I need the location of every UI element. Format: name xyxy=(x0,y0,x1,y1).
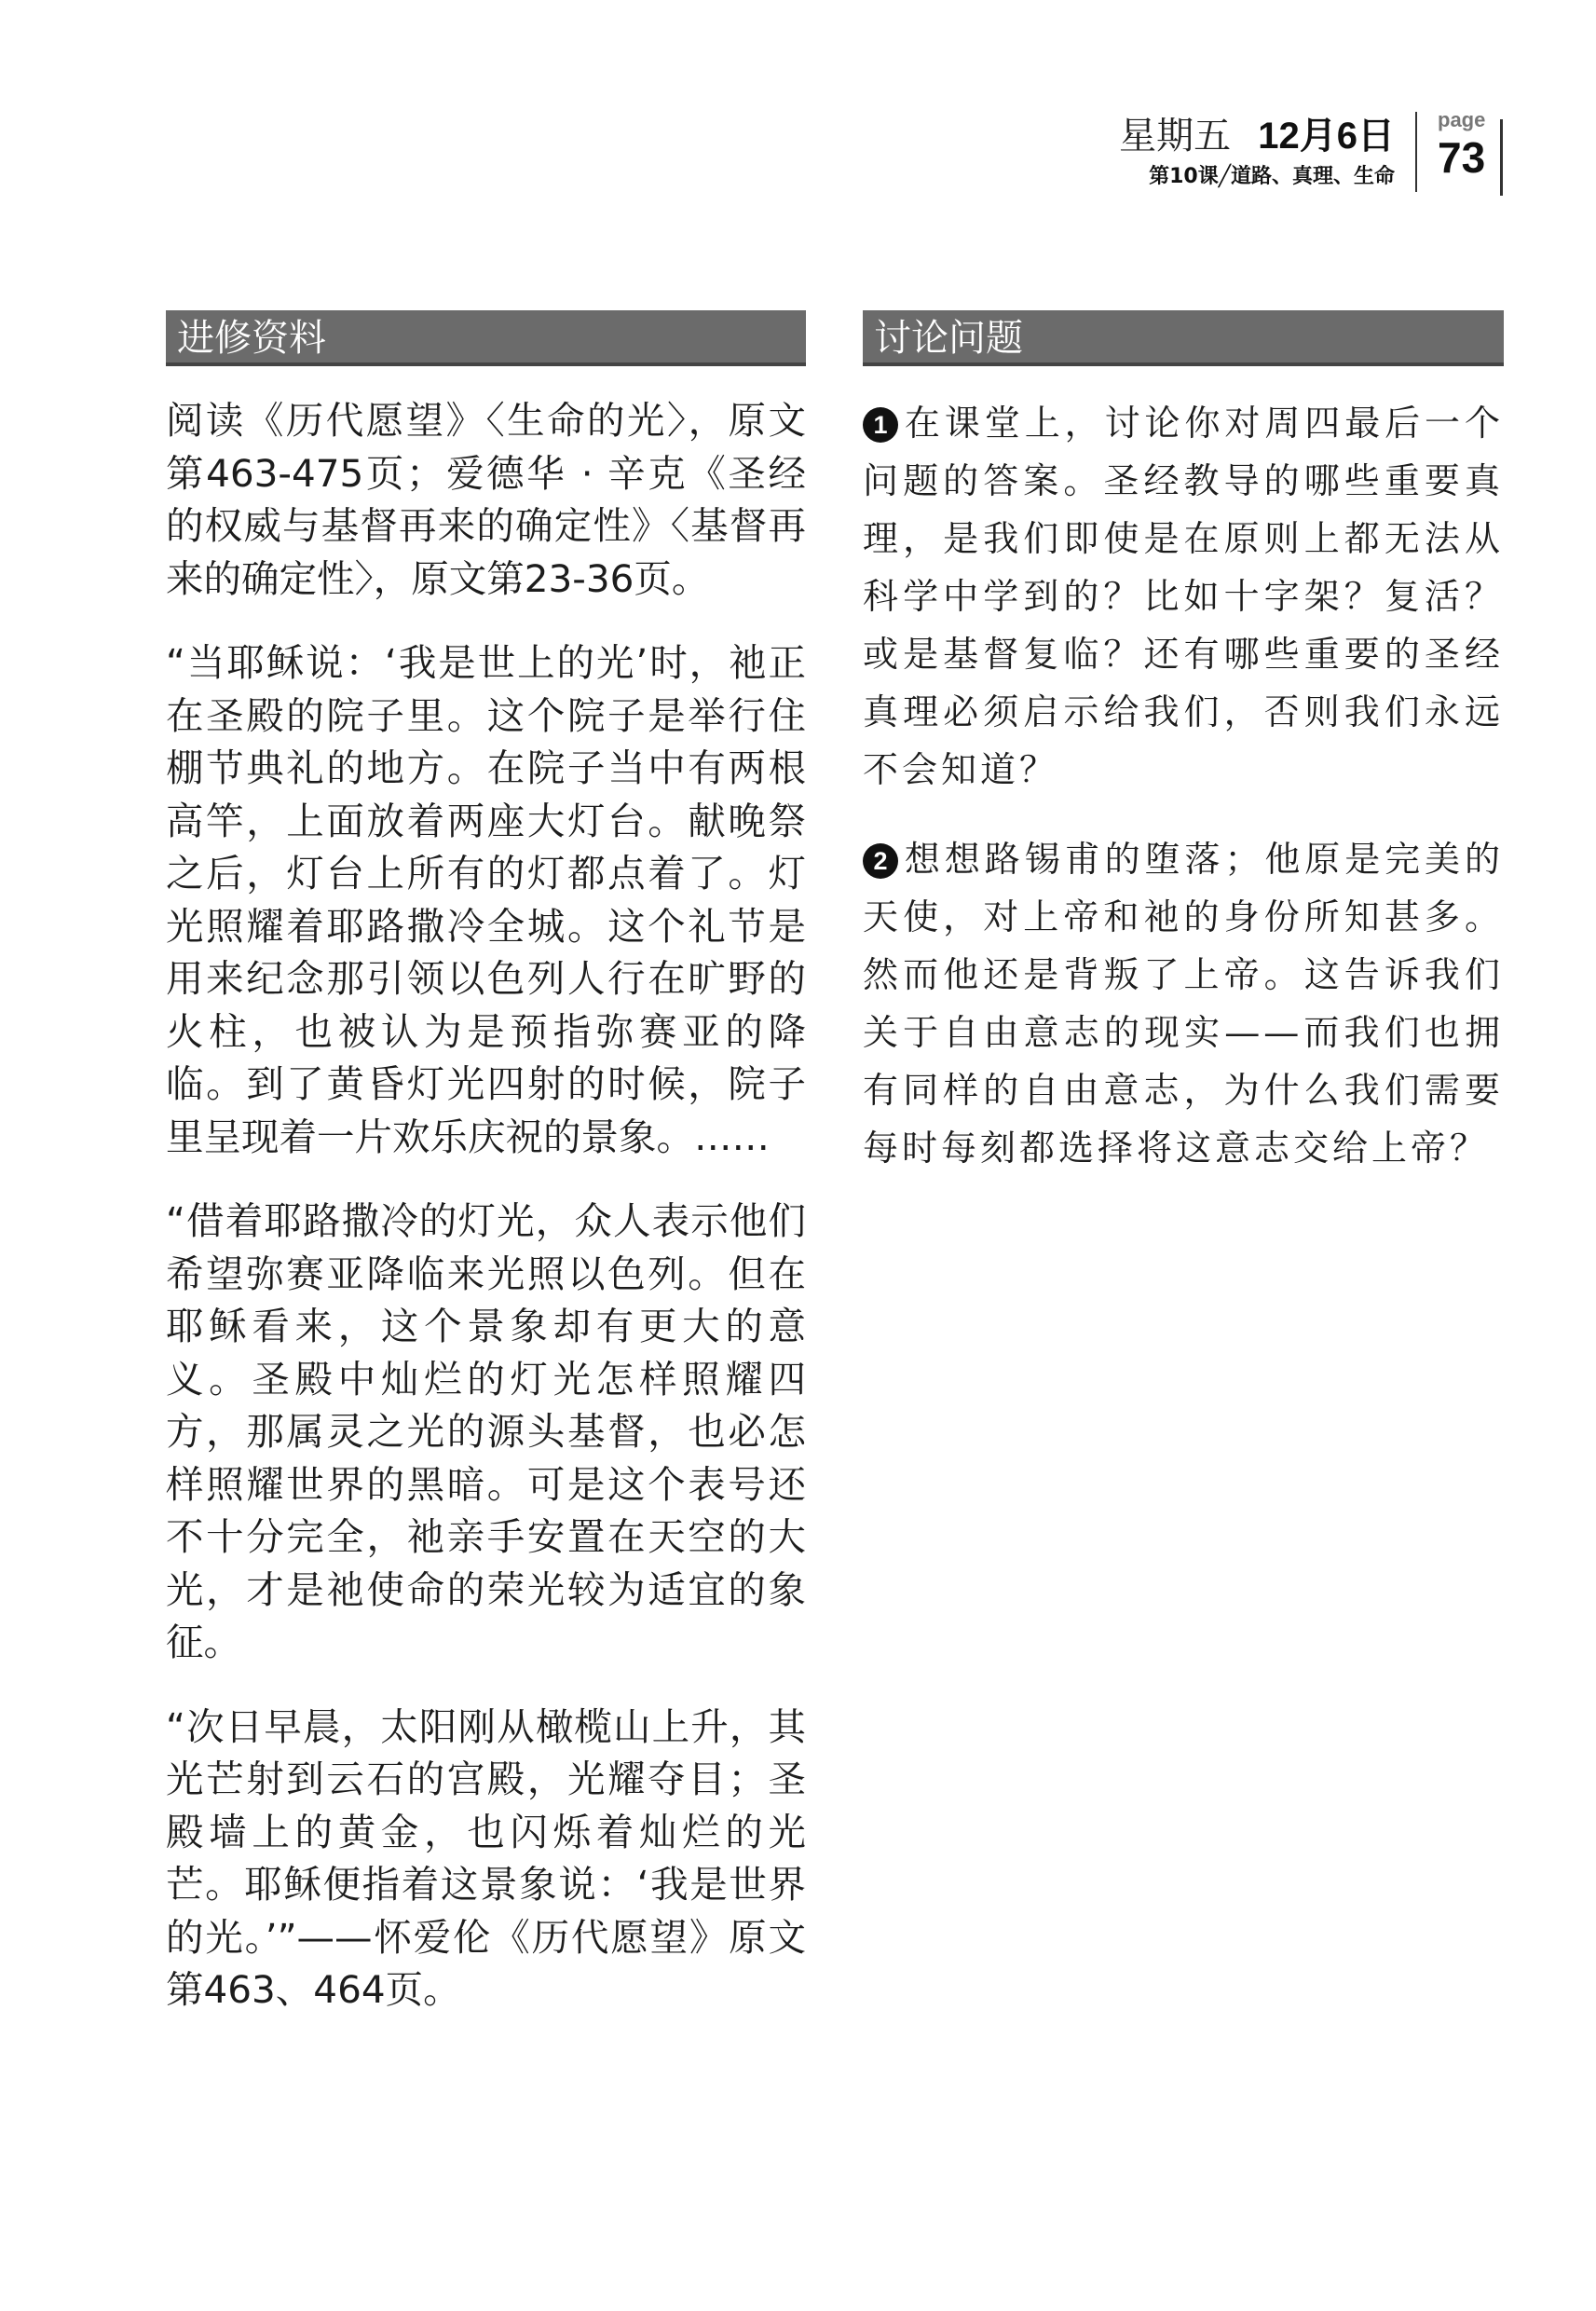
question-number-badge: 2 xyxy=(863,843,898,879)
further-study-heading: 进修资料 xyxy=(166,310,806,366)
further-study-body xyxy=(166,394,806,2017)
question-item xyxy=(863,830,1504,1177)
page-number-block xyxy=(1438,110,1503,182)
lesson-title: 第10课╱道路、真理、生命 xyxy=(1149,165,1395,188)
question-text: 在课堂上，讨论你对周四最后一个问题的答案。圣经教导的哪些重要真理，是我们即使是在原则上都无法从科学中学到的？比如十字架？复活？或是基督复临？还有哪些重要的圣经真理必须启示给我们，否则我们永远不会知道？ xyxy=(863,403,1504,790)
header-date-block xyxy=(1119,110,1395,189)
header-right-rule xyxy=(1500,119,1503,196)
question-text: 想想路锡甫的堕落；他原是完美的天使，对上帝和祂的身份所知甚多。然而他还是背叛了上帝。这告诉我们关于自由意志的现实——而我们也拥有同样的自由意志，为什么我们需要每时每刻都选择将这意志交给上帝？ xyxy=(863,839,1504,1169)
paragraph: 阅读《历代愿望》〈生命的光〉，原文第463-475页；爱德华 · 辛克《圣经的权威与基督再来的确定性》〈基督再来的确定性〉，原文第23-36页。 xyxy=(166,398,806,601)
discussion-questions-column xyxy=(863,310,1504,1209)
page-header xyxy=(1119,110,1503,203)
further-study-column xyxy=(166,310,806,2048)
header-divider xyxy=(1415,112,1417,192)
weekday: 星期五 xyxy=(1119,115,1232,157)
date: 12月6日 xyxy=(1258,116,1395,157)
discussion-questions-heading: 讨论问题 xyxy=(863,310,1504,366)
page-label: page xyxy=(1438,108,1486,131)
question-number-badge: 1 xyxy=(863,407,898,443)
discussion-questions-list xyxy=(863,394,1504,1177)
paragraph: “当耶稣说：‘我是世上的光’时，祂正在圣殿的院子里。这个院子是举行住棚节典礼的地方。在院子当中有两根高竿，上面放着两座大灯台。献晚祭之后，灯台上所有的灯都点着了。灯光照耀着耶路撒冷全城。这个礼节是用来纪念那引领以色列人行在旷野的火柱，也被认为是预指弥赛亚的降临。到了黄昏灯光四射的时候，院子里呈现着一片欢乐庆祝的景象。…… xyxy=(166,640,806,1159)
header-date-line xyxy=(1119,117,1395,155)
paragraph: “借着耶路撒冷的灯光，众人表示他们希望弥赛亚降临来光照以色列。但在耶稣看来，这个景象却有更大的意义。圣殿中灿烂的灯光怎样照耀四方，那属灵之光的源头基督，也必怎样照耀世界的黑暗。可是这个表号还不十分完全，祂亲手安置在天空的大光，才是祂使命的荣光较为适宜的象征。 xyxy=(166,1198,806,1664)
page-number: 73 xyxy=(1438,133,1486,182)
paragraph: “次日早晨，太阳刚从橄榄山上升，其光芒射到云石的宫殿，光耀夺目；圣殿墙上的黄金，也闪烁着灿烂的光芒。耶稣便指着这景象说：‘我是世界的光。’”——怀爱伦《历代愿望》原文第463、464页。 xyxy=(166,1703,806,2012)
question-item xyxy=(863,394,1504,799)
